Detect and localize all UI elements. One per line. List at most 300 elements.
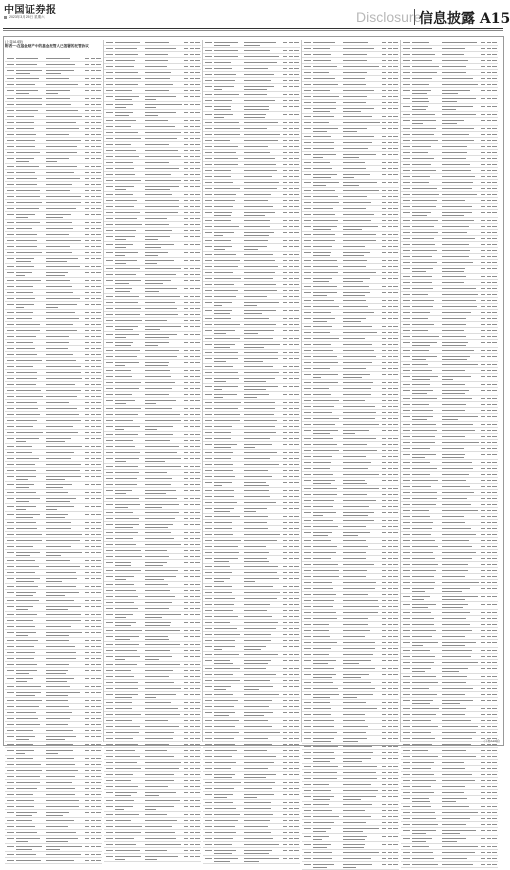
table-cell [91,184,95,185]
table-cell [96,860,101,861]
table-cell [96,464,101,465]
table-cell [184,206,189,207]
table-cell [96,572,101,573]
table-cell [115,274,137,275]
table-cell [46,826,69,827]
table-cell [145,252,168,253]
table-cell [195,48,200,49]
table-cell [106,156,113,157]
table-cell [145,296,180,297]
table-cell [145,362,169,363]
table-cell [46,592,79,593]
table-cell [115,498,139,499]
table-cell [195,726,200,727]
table-cell [190,512,194,513]
table-cell [184,630,189,631]
table-cell [46,764,75,765]
table-cell [46,78,69,79]
table-cell-wrap [145,239,159,240]
table-cell [195,664,200,665]
table-cell [96,252,101,253]
table-cell [46,146,77,147]
table-cell-wrap [115,239,126,240]
table-cell [145,314,178,315]
table-cell [195,484,200,485]
table-cell [85,90,90,91]
table-cell [190,84,194,85]
table-cell [145,570,178,571]
table-cell [7,470,14,471]
table-cell [115,544,136,545]
table-cell [91,64,95,65]
table-cell [7,566,14,567]
table-cell [7,506,14,507]
table-cell [195,206,200,207]
table-cell [195,434,200,435]
table-cell [195,236,200,237]
table-cell [184,670,189,671]
table-cell [145,334,177,335]
table-cell [115,342,134,343]
table-cell [46,426,74,427]
table-cell [115,726,141,727]
table-cell-wrap [16,261,32,262]
section-english-title: Disclosure [356,9,421,25]
table-cell [106,252,113,253]
table-cell [46,366,81,367]
table-cell [195,376,200,377]
table-cell [7,800,14,801]
table-cell [91,208,95,209]
table-cell [106,382,113,383]
table-cell [91,190,95,191]
table-cell [91,348,95,349]
table-cell-wrap [115,99,133,100]
table-cell [145,414,180,415]
table-cell [190,466,194,467]
table-row [104,102,201,110]
table-cell [184,96,189,97]
table-cell [106,446,113,447]
table-cell [106,532,113,533]
table-cell [7,84,14,85]
table-cell [7,600,14,601]
table-cell [96,470,101,471]
table-cell [106,614,113,615]
table-cell [7,128,14,129]
table-cell [7,64,14,65]
table-cell [115,550,141,551]
table-cell [16,572,35,573]
table-cell [46,832,76,833]
table-cell [115,194,134,195]
table-cell [145,60,168,61]
table-cell [85,336,90,337]
table-cell [195,694,200,695]
table-cell [91,292,95,293]
table-cell [16,506,37,507]
table-cell [115,562,131,563]
table-cell [106,180,113,181]
table-cell [46,626,72,627]
table-cell [85,272,90,273]
table-cell [7,838,14,839]
table-cell [190,570,194,571]
table-cell [115,570,142,571]
table-cell [16,664,38,665]
table-row [104,278,201,286]
table-row [5,604,102,612]
table-cell [85,116,90,117]
table-cell [46,540,80,541]
table-cell-wrap [115,345,132,346]
table-cell [7,372,14,373]
table-cell [190,350,194,351]
table-cell [106,682,113,683]
table-cell-wrap [46,217,63,218]
table-cell [145,174,171,175]
table-cell [16,438,40,439]
table-cell [184,120,189,121]
table-cell [96,700,101,701]
table-cell [7,202,14,203]
table-cell [16,614,37,615]
table-cell [46,372,81,373]
table-cell [85,432,90,433]
table-cell [46,342,69,343]
table-cell [46,298,80,299]
table-cell [190,622,194,623]
table-cell-wrap [16,509,27,510]
table-cell [195,570,200,571]
table-cell [195,288,200,289]
table-cell-wrap [115,507,129,508]
table-cell [85,484,90,485]
table-cell [46,330,78,331]
table-cell [96,390,101,391]
table-cell [184,472,189,473]
table-cell [96,446,101,447]
table-cell [190,260,194,261]
table-cell [16,652,35,653]
table-row [5,668,102,676]
table-cell [190,504,194,505]
table-cell [96,712,101,713]
table-cell [85,446,90,447]
table-cell [85,860,90,861]
table-cell [46,208,76,209]
table-cell [190,562,194,563]
table-cell [96,90,101,91]
table-cell [145,636,168,637]
table-cell [96,426,101,427]
table-cell [46,172,75,173]
table-cell [115,738,134,739]
table-cell [16,432,43,433]
table-row [5,690,102,698]
table-cell [106,484,113,485]
table-cell [115,466,139,467]
table-cell [85,712,90,713]
table-cell [16,228,32,229]
table-cell [96,736,101,737]
table-cell [91,846,95,847]
table-cell [115,556,142,557]
table-cell [16,128,34,129]
table-cell [145,538,174,539]
table-cell [96,632,101,633]
table-cell [115,394,133,395]
table-cell [190,420,194,421]
table-cell [85,692,90,693]
table-cell [16,246,37,247]
table-cell [96,718,101,719]
table-cell [7,776,14,777]
table-cell [195,334,200,335]
table-cell [195,132,200,133]
table-cell [115,334,140,335]
table-cell [96,764,101,765]
table-row [104,654,201,662]
table-cell [145,126,175,127]
table-cell [96,782,101,783]
table-cell [96,396,101,397]
table-cell [7,750,14,751]
table-cell [46,686,71,687]
table-cell [91,258,95,259]
table-cell [106,96,113,97]
table-cell [7,446,14,447]
table-cell [16,452,33,453]
table-cell [195,200,200,201]
table-cell [91,414,95,415]
table-cell-wrap [115,659,126,660]
table-cell [7,304,14,305]
table-cell [96,304,101,305]
table-cell [195,544,200,545]
table-row [5,576,102,584]
table-cell [195,230,200,231]
table-cell [184,714,189,715]
table-cell [190,394,194,395]
table-cell [96,506,101,507]
table-cell [190,186,194,187]
table-cell [115,420,133,421]
table-row [104,692,201,700]
table-cell [96,626,101,627]
table-cell [115,714,142,715]
table-cell [7,730,14,731]
table-row [5,550,102,558]
table-cell [46,420,81,421]
table-cell [96,214,101,215]
table-cell [96,522,101,523]
table-cell [7,420,14,421]
table-cell [91,104,95,105]
table-cell [16,280,41,281]
table-cell [195,490,200,491]
table-cell [145,608,169,609]
table-cell [46,202,81,203]
table-cell [91,476,95,477]
table-cell [145,504,179,505]
table-cell [195,466,200,467]
table-cell [7,560,14,561]
table-cell [195,644,200,645]
table-cell [106,342,113,343]
table-cell [190,694,194,695]
table-cell [145,622,171,623]
table-cell [16,458,39,459]
table-cell [85,794,90,795]
table-cell-wrap [46,261,67,262]
table-cell [16,98,43,99]
table-cell [46,140,81,141]
table-cell [46,800,80,801]
table-cell [46,788,75,789]
table-cell [91,592,95,593]
table-cell [46,396,77,397]
table-cell [91,646,95,647]
table-cell [190,498,194,499]
table-cell [115,54,138,55]
table-cell [16,826,36,827]
table-cell [190,60,194,61]
table-cell [46,324,73,325]
table-cell [91,372,95,373]
table-cell [195,268,200,269]
table-cell-wrap [16,581,35,582]
table-cell-wrap [16,753,26,754]
table-cell [85,324,90,325]
table-cell [106,90,113,91]
table-cell [46,390,82,391]
table-cell [7,330,14,331]
table-cell [145,524,173,525]
table-cell [46,58,70,59]
table-cell [96,298,101,299]
table-cell [190,90,194,91]
table-cell [7,452,14,453]
table-cell-wrap [46,815,63,816]
table-cell [7,286,14,287]
table-cell [190,230,194,231]
table-cell [106,120,113,121]
table-cell [115,426,140,427]
table-cell [91,678,95,679]
table-cell [115,252,139,253]
table-cell [106,708,113,709]
table-cell [106,66,113,67]
masthead-separator [414,9,415,25]
table-cell [7,678,14,679]
table-cell [85,110,90,111]
table-cell [115,212,140,213]
table-cell [145,236,171,237]
table-cell [46,758,74,759]
table-cell [46,652,76,653]
table-cell [96,724,101,725]
table-cell-wrap [145,565,163,566]
table-cell [96,514,101,515]
table-cell [145,720,169,721]
table-cell [96,116,101,117]
table-row [5,836,102,844]
table-cell [85,820,90,821]
table-cell [7,820,14,821]
table-cell [115,48,138,49]
table-cell [16,750,34,751]
table-cell [96,414,101,415]
table-cell [7,640,14,641]
table-cell [195,426,200,427]
table-cell [16,172,36,173]
table-cell [7,360,14,361]
table-cell [7,718,14,719]
table-cell [16,470,37,471]
table-cell [46,110,78,111]
table-cell-wrap [145,507,162,508]
table-cell [190,252,194,253]
table-cell [96,552,101,553]
table-cell [96,794,101,795]
table-cell [184,656,189,657]
table-cell [46,258,78,259]
table-cell [195,144,200,145]
table-cell [184,400,189,401]
table-cell [106,48,113,49]
table-cell [190,744,194,745]
table-cell [106,472,113,473]
table-cell [184,230,189,231]
table-cell [184,614,189,615]
table-cell-wrap [145,625,171,626]
table-cell [195,138,200,139]
table-cell [7,620,14,621]
table-cell-wrap [46,73,61,74]
table-cell [16,552,40,553]
table-cell-wrap [46,275,65,276]
table-cell [85,600,90,601]
table-cell [16,408,38,409]
table-cell [91,396,95,397]
table-cell [145,350,179,351]
table-cell [7,646,14,647]
table-cell [190,72,194,73]
table-cell [195,446,200,447]
table-cell [184,682,189,683]
table-cell [16,860,42,861]
table-cell [91,286,95,287]
table-cell [184,194,189,195]
table-cell [46,600,74,601]
table-cell [184,544,189,545]
table-cell [190,138,194,139]
table-cell [96,546,101,547]
table-cell [190,382,194,383]
table-cell [7,158,14,159]
table-cell-wrap [46,501,70,502]
table-cell [46,104,71,105]
table-cell [115,584,134,585]
table-cell [7,540,14,541]
table-rows [104,40,201,862]
table-cell [184,644,189,645]
table-cell [115,596,139,597]
table-cell [190,596,194,597]
table-cell [145,562,167,563]
table-cell [96,128,101,129]
